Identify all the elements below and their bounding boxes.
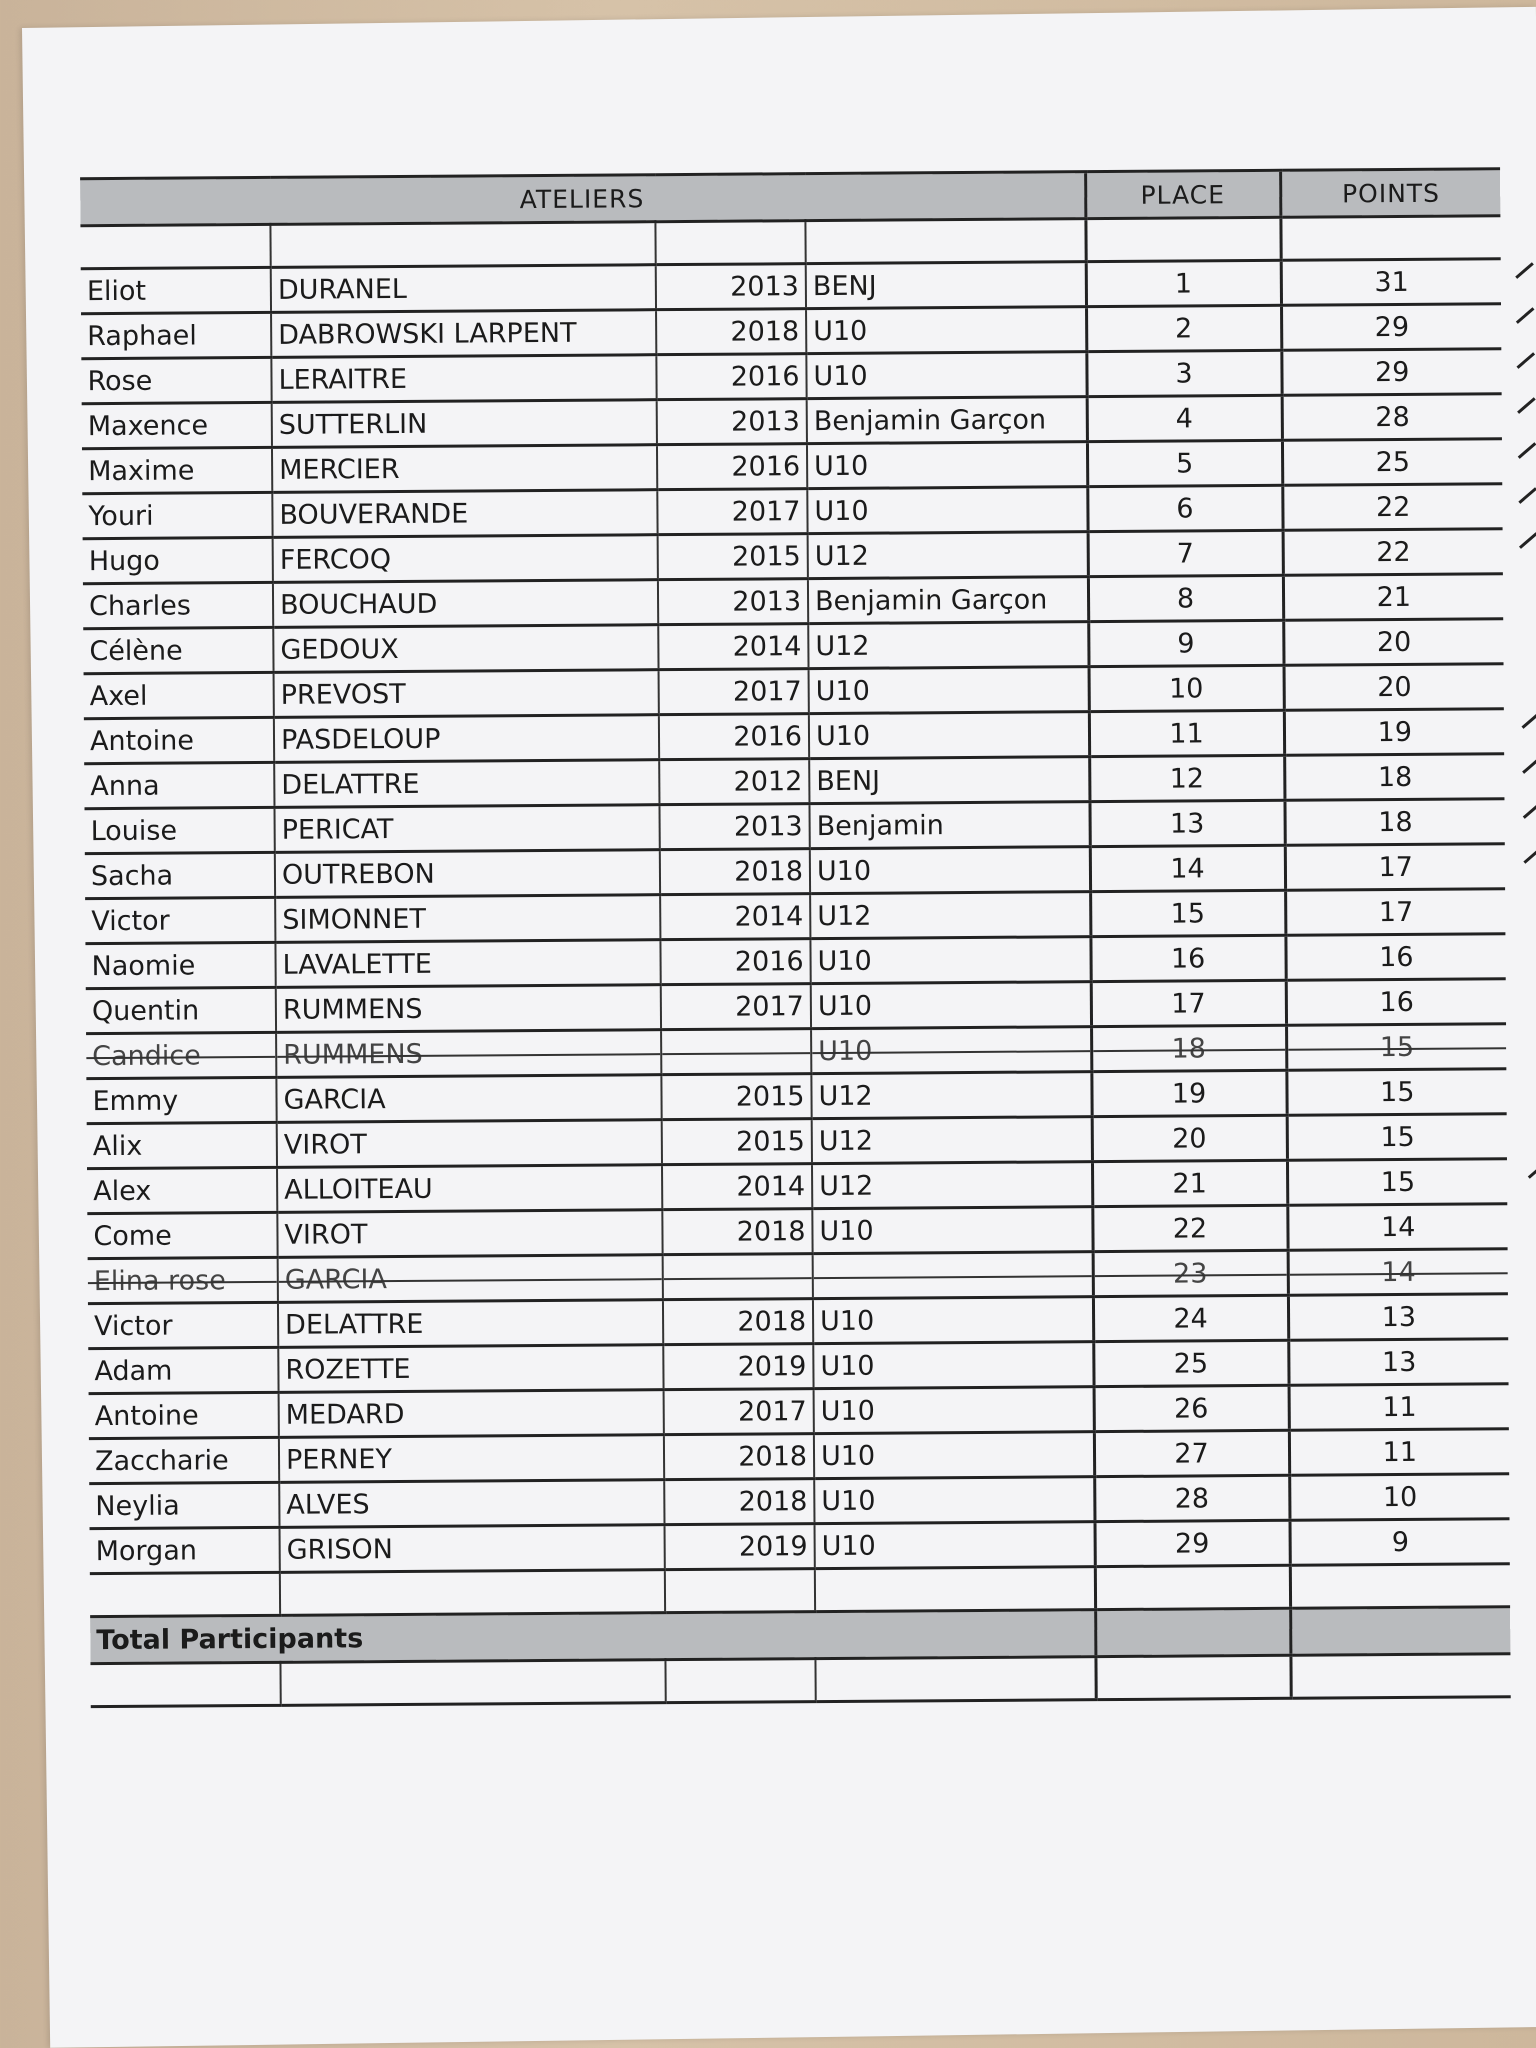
year-cell (663, 1254, 813, 1300)
first-name-cell: Sacha (85, 852, 275, 898)
year-cell: 2018 (664, 1479, 814, 1525)
last-name-cell: BOUCHAUD (273, 580, 658, 628)
place-cell: 22 (1092, 1205, 1287, 1251)
year-cell: 2018 (656, 309, 806, 355)
last-name-cell: PERNEY (279, 1435, 664, 1483)
paper-sheet (22, 7, 1536, 2048)
year-cell: 2017 (657, 489, 807, 535)
last-name-cell: VIROT (277, 1120, 662, 1168)
points-cell: 29 (1281, 349, 1501, 396)
last-name-cell: SUTTERLIN (272, 400, 657, 448)
last-name-cell: RUMMENS (276, 1030, 661, 1078)
place-cell: 7 (1088, 530, 1283, 576)
last-name-cell: LERAITRE (271, 355, 656, 403)
total-participants-label: Total Participants (90, 1610, 1095, 1664)
place-cell: 12 (1089, 755, 1284, 801)
place-cell: 29 (1095, 1520, 1290, 1566)
strike-line (814, 1275, 1092, 1279)
check-mark-icon (1522, 757, 1536, 774)
place-cell: 18 (1091, 1025, 1286, 1071)
year-cell: 2013 (656, 264, 806, 310)
category-cell: U10 (811, 1027, 1091, 1074)
place-cell: 25 (1093, 1340, 1288, 1386)
strike-line (664, 1277, 812, 1280)
last-name-cell: FERCOQ (273, 535, 658, 583)
first-name-cell: Youri (82, 492, 272, 538)
year-cell: 2013 (657, 399, 807, 445)
first-name-cell: Elina rose (88, 1257, 278, 1303)
last-name-cell: RUMMENS (276, 985, 661, 1033)
place-cell: 10 (1089, 665, 1284, 711)
year-cell: 2018 (663, 1299, 813, 1345)
first-name-cell: Come (87, 1212, 277, 1258)
points-cell: 16 (1285, 934, 1505, 981)
category-cell: U12 (808, 622, 1088, 669)
first-name-cell: Alex (87, 1167, 277, 1213)
year-cell: 2012 (659, 759, 809, 805)
place-cell: 2 (1086, 305, 1281, 351)
first-name-cell: Raphael (81, 312, 271, 358)
last-name-cell: MERCIER (272, 445, 657, 493)
category-cell: U10 (814, 1432, 1094, 1479)
points-cell: 29 (1281, 304, 1501, 351)
year-cell: 2013 (658, 579, 808, 625)
category-cell: U10 (806, 352, 1086, 399)
place-cell: 15 (1090, 890, 1285, 936)
year-cell: 2016 (660, 939, 810, 985)
first-name-cell: Victor (85, 897, 275, 943)
last-name-cell: GARCIA (278, 1255, 663, 1303)
category-cell: U10 (815, 1522, 1095, 1569)
category-cell: U10 (809, 667, 1089, 714)
place-cell: 21 (1092, 1160, 1287, 1206)
place-cell: 28 (1094, 1475, 1289, 1521)
check-mark-icon (1522, 712, 1536, 729)
place-cell: 3 (1086, 350, 1281, 396)
check-mark-icon (1528, 1162, 1536, 1179)
category-cell: U10 (809, 712, 1089, 759)
category-cell: U10 (806, 307, 1086, 354)
points-cell: 20 (1283, 619, 1503, 666)
first-name-cell: Candice (86, 1032, 276, 1078)
category-cell: U10 (813, 1297, 1093, 1344)
blank-row (90, 1654, 1510, 1707)
check-mark-icon (1518, 487, 1536, 504)
ranking-sheet (80, 167, 1511, 1708)
year-cell: 2016 (657, 444, 807, 490)
year-cell: 2016 (659, 714, 809, 760)
first-name-cell: Antoine (89, 1392, 279, 1438)
place-cell: 17 (1091, 980, 1286, 1026)
year-cell (661, 1029, 811, 1075)
points-cell: 18 (1284, 799, 1504, 846)
first-name-cell: Charles (83, 582, 273, 628)
year-cell: 2018 (662, 1209, 812, 1255)
place-cell: 5 (1087, 440, 1282, 486)
first-name-cell: Adam (88, 1347, 278, 1393)
check-mark-icon (1516, 352, 1535, 369)
last-name-cell: GEDOUX (273, 625, 658, 673)
first-name-cell: Morgan (90, 1527, 280, 1573)
year-cell: 2019 (663, 1344, 813, 1390)
points-cell: 9 (1290, 1519, 1510, 1566)
check-mark-icon (1515, 262, 1534, 279)
points-cell: 20 (1284, 664, 1504, 711)
first-name-cell: Maxime (82, 447, 272, 493)
year-cell: 2014 (658, 624, 808, 670)
last-name-cell: SIMONNET (275, 895, 660, 943)
category-cell: BENJ (809, 757, 1089, 804)
year-cell: 2015 (661, 1074, 811, 1120)
place-cell: 8 (1088, 575, 1283, 621)
points-cell: 11 (1289, 1384, 1509, 1431)
place-cell: 23 (1093, 1250, 1288, 1296)
points-cell: 18 (1284, 754, 1504, 801)
last-name-cell: GARCIA (276, 1075, 661, 1123)
points-cell: 22 (1282, 484, 1502, 531)
points-cell: 17 (1285, 889, 1505, 936)
category-cell: U10 (811, 982, 1091, 1029)
first-name-cell: Axel (84, 672, 274, 718)
year-cell: 2017 (661, 984, 811, 1030)
place-cell: 16 (1090, 935, 1285, 981)
points-cell: 17 (1285, 844, 1505, 891)
last-name-cell: MEDARD (279, 1390, 664, 1438)
total-points-cell (1290, 1607, 1510, 1656)
category-cell: U12 (812, 1117, 1092, 1164)
last-name-cell: PERICAT (274, 805, 659, 853)
last-name-cell: DELATTRE (278, 1300, 663, 1348)
ateliers-header: ATELIERS (80, 172, 1085, 226)
category-cell: U10 (814, 1477, 1094, 1524)
check-mark-icon (1516, 307, 1535, 324)
last-name-cell: DELATTRE (274, 760, 659, 808)
ranking-table (80, 167, 1511, 1708)
year-cell: 2017 (664, 1389, 814, 1435)
first-name-cell: Antoine (84, 717, 274, 763)
points-cell: 31 (1281, 259, 1501, 306)
category-cell: U10 (814, 1387, 1094, 1434)
category-cell: U10 (813, 1342, 1093, 1389)
last-name-cell: DURANEL (271, 265, 656, 313)
first-name-cell: Naomie (85, 942, 275, 988)
first-name-cell: Victor (88, 1302, 278, 1348)
first-name-cell: Hugo (83, 537, 273, 583)
last-name-cell: OUTREBON (275, 850, 660, 898)
place-cell: 4 (1087, 395, 1282, 441)
category-cell: Benjamin Garçon (807, 397, 1087, 444)
points-cell: 13 (1288, 1294, 1508, 1341)
year-cell: 2015 (658, 534, 808, 580)
points-cell: 14 (1287, 1204, 1507, 1251)
category-cell: U12 (811, 1072, 1091, 1119)
year-cell: 2018 (664, 1434, 814, 1480)
first-name-cell: Neylia (89, 1482, 279, 1528)
last-name-cell: DABROWSKI LARPENT (271, 310, 656, 358)
category-cell: Benjamin Garçon (808, 577, 1088, 624)
category-cell: Benjamin (809, 802, 1089, 849)
place-cell: 26 (1094, 1385, 1289, 1431)
check-mark-icon (1523, 802, 1536, 819)
category-cell: U10 (807, 487, 1087, 534)
first-name-cell: Alix (87, 1122, 277, 1168)
category-cell: U10 (810, 847, 1090, 894)
category-cell: U10 (810, 937, 1090, 984)
first-name-cell: Emmy (86, 1077, 276, 1123)
year-cell: 2014 (662, 1164, 812, 1210)
last-name-cell: PREVOST (274, 670, 659, 718)
place-cell: 24 (1093, 1295, 1288, 1341)
place-cell: 11 (1089, 710, 1284, 756)
last-name-cell: ALVES (279, 1480, 664, 1528)
points-cell: 21 (1283, 574, 1503, 621)
check-mark-icon (1518, 442, 1536, 459)
place-cell: 19 (1091, 1070, 1286, 1116)
points-cell: 15 (1287, 1159, 1507, 1206)
points-cell: 15 (1287, 1114, 1507, 1161)
place-cell: 20 (1092, 1115, 1287, 1161)
year-cell: 2013 (659, 804, 809, 850)
points-cell: 28 (1282, 394, 1502, 441)
points-cell: 19 (1284, 709, 1504, 756)
first-name-cell: Eliot (81, 267, 271, 313)
points-cell: 15 (1286, 1069, 1506, 1116)
place-header: PLACE (1085, 170, 1280, 218)
category-cell: U12 (812, 1162, 1092, 1209)
points-cell: 11 (1289, 1429, 1509, 1476)
category-cell (813, 1252, 1093, 1299)
place-cell: 14 (1090, 845, 1285, 891)
category-cell: U12 (810, 892, 1090, 939)
points-cell: 15 (1286, 1024, 1506, 1071)
check-mark-icon (1523, 847, 1536, 864)
first-name-cell: Louise (84, 807, 274, 853)
place-cell: 9 (1088, 620, 1283, 666)
year-cell: 2014 (660, 894, 810, 940)
last-name-cell: LAVALETTE (275, 940, 660, 988)
place-cell: 13 (1089, 800, 1284, 846)
year-cell: 2019 (665, 1524, 815, 1570)
strike-line (662, 1052, 810, 1055)
points-cell: 25 (1282, 439, 1502, 486)
last-name-cell: ROZETTE (278, 1345, 663, 1393)
last-name-cell: PASDELOUP (274, 715, 659, 763)
points-cell: 16 (1286, 979, 1506, 1026)
first-name-cell: Quentin (86, 987, 276, 1033)
ranking-rows (81, 259, 1510, 1574)
points-cell: 10 (1289, 1474, 1509, 1521)
place-cell: 1 (1086, 260, 1281, 306)
first-name-cell: Célène (83, 627, 273, 673)
points-header: POINTS (1280, 169, 1500, 218)
points-cell: 22 (1283, 529, 1503, 576)
first-name-cell: Anna (84, 762, 274, 808)
year-cell: 2015 (662, 1119, 812, 1165)
category-cell: U10 (807, 442, 1087, 489)
points-cell: 14 (1288, 1249, 1508, 1296)
year-cell: 2017 (659, 669, 809, 715)
last-name-cell: VIROT (277, 1210, 662, 1258)
category-cell: U12 (808, 532, 1088, 579)
first-name-cell: Zaccharie (89, 1437, 279, 1483)
place-cell: 6 (1087, 485, 1282, 531)
category-cell: U10 (812, 1207, 1092, 1254)
points-cell: 13 (1288, 1339, 1508, 1386)
year-cell: 2018 (660, 849, 810, 895)
year-cell: 2016 (656, 354, 806, 400)
check-mark-icon (1517, 397, 1536, 414)
place-cell: 27 (1094, 1430, 1289, 1476)
last-name-cell: ALLOITEAU (277, 1165, 662, 1213)
category-cell: BENJ (806, 262, 1086, 309)
last-name-cell: GRISON (280, 1525, 665, 1573)
check-mark-icon (1519, 532, 1536, 549)
first-name-cell: Rose (81, 357, 271, 403)
total-place-cell (1095, 1608, 1290, 1656)
first-name-cell: Maxence (82, 402, 272, 448)
last-name-cell: BOUVERANDE (272, 490, 657, 538)
